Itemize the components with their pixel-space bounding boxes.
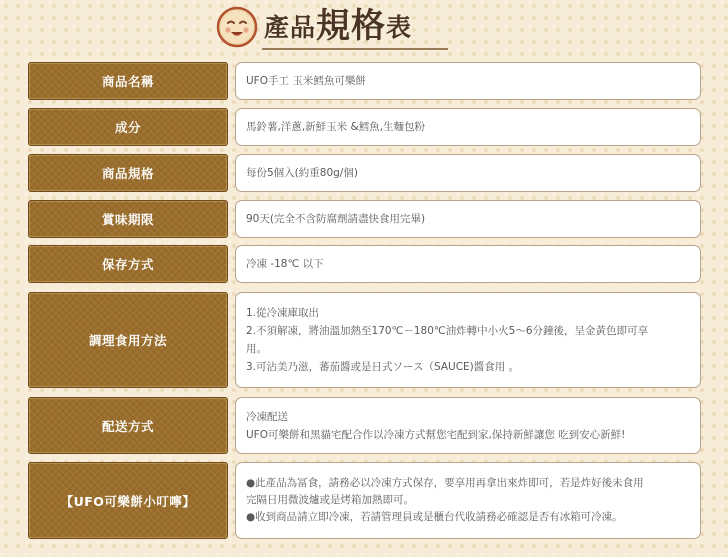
label-cooking-method: 調理食用方法 bbox=[28, 292, 228, 388]
value-line: 每份5個入(約重80g/個) bbox=[246, 167, 358, 179]
smiley-face-icon bbox=[216, 6, 258, 48]
spec-row-cooking-method bbox=[28, 292, 701, 388]
value-product-name bbox=[235, 62, 701, 100]
value-reminder bbox=[235, 462, 701, 539]
value-line: 3.可沾美乃滋，蕃茄醬或是日式ソース（SAUCE)醬食用 。 bbox=[246, 361, 520, 373]
label-specification: 商品規格 bbox=[28, 154, 228, 192]
label-product-name: 商品名稱 bbox=[28, 62, 228, 100]
page-title bbox=[264, 4, 412, 48]
value-cooking-method bbox=[235, 292, 701, 388]
label-delivery: 配送方式 bbox=[28, 397, 228, 454]
value-line: 完隔日用微波爐或是烤箱加熱即可。 bbox=[246, 494, 414, 506]
value-line: ●此產品為冨食，請務必以冷凍方式保存，要享用再拿出來炸即可，若是炸好後未食用 bbox=[246, 477, 644, 489]
value-line: 馬鈴薯,洋蔥,新鮮玉米 &鱈魚,生麵包粉 bbox=[246, 121, 426, 133]
value-line: UFO手工 玉米鱈魚可樂餅 bbox=[246, 75, 366, 87]
value-line: 1.從冷凍庫取出 bbox=[246, 307, 320, 319]
spec-row-shelf-life bbox=[28, 200, 701, 238]
label-ingredients: 成分 bbox=[28, 108, 228, 146]
value-line: 90天(完全不含防腐劑請盡快食用完畢) bbox=[246, 213, 426, 225]
value-shelf-life bbox=[235, 200, 701, 238]
label-storage: 保存方式 bbox=[28, 245, 228, 283]
spec-row-delivery bbox=[28, 397, 701, 454]
title-underline bbox=[262, 48, 448, 50]
label-reminder: 【UFO可樂餅小叮嚀】 bbox=[28, 462, 228, 539]
value-line: UFO可樂餅和黑貓宅配合作以冷凍方式幫您宅配到家,保持新鮮讓您 吃到安心新鮮! bbox=[246, 428, 626, 441]
spec-row-reminder bbox=[28, 462, 701, 539]
value-line: 冷凍配送 bbox=[246, 410, 288, 423]
page-header bbox=[0, 0, 728, 58]
spec-row-ingredients bbox=[28, 108, 701, 146]
value-storage bbox=[235, 245, 701, 283]
value-line: ●收到商品請立即冷凍，若請管理員或是櫃台代收請務必確認是否有冰箱可冷凍。 bbox=[246, 511, 623, 523]
value-specification bbox=[235, 154, 701, 192]
spec-row-product-name bbox=[28, 62, 701, 100]
title-part-2: 規格 bbox=[316, 6, 387, 46]
value-line: 冷凍 -18℃ 以下 bbox=[246, 258, 324, 270]
title-part-3: 表 bbox=[386, 13, 413, 42]
value-ingredients bbox=[235, 108, 701, 146]
value-delivery bbox=[235, 397, 701, 454]
label-shelf-life: 賞味期限 bbox=[28, 200, 228, 238]
value-line: 2.不須解凍，將油溫加熱至170℃－180℃油炸轉中小火5～6分鐘後，呈金黃色即可享 bbox=[246, 325, 649, 337]
value-line: 用。 bbox=[246, 343, 267, 355]
spec-row-specification bbox=[28, 154, 701, 192]
title-part-1: 產品 bbox=[264, 13, 317, 42]
spec-row-storage bbox=[28, 245, 701, 283]
